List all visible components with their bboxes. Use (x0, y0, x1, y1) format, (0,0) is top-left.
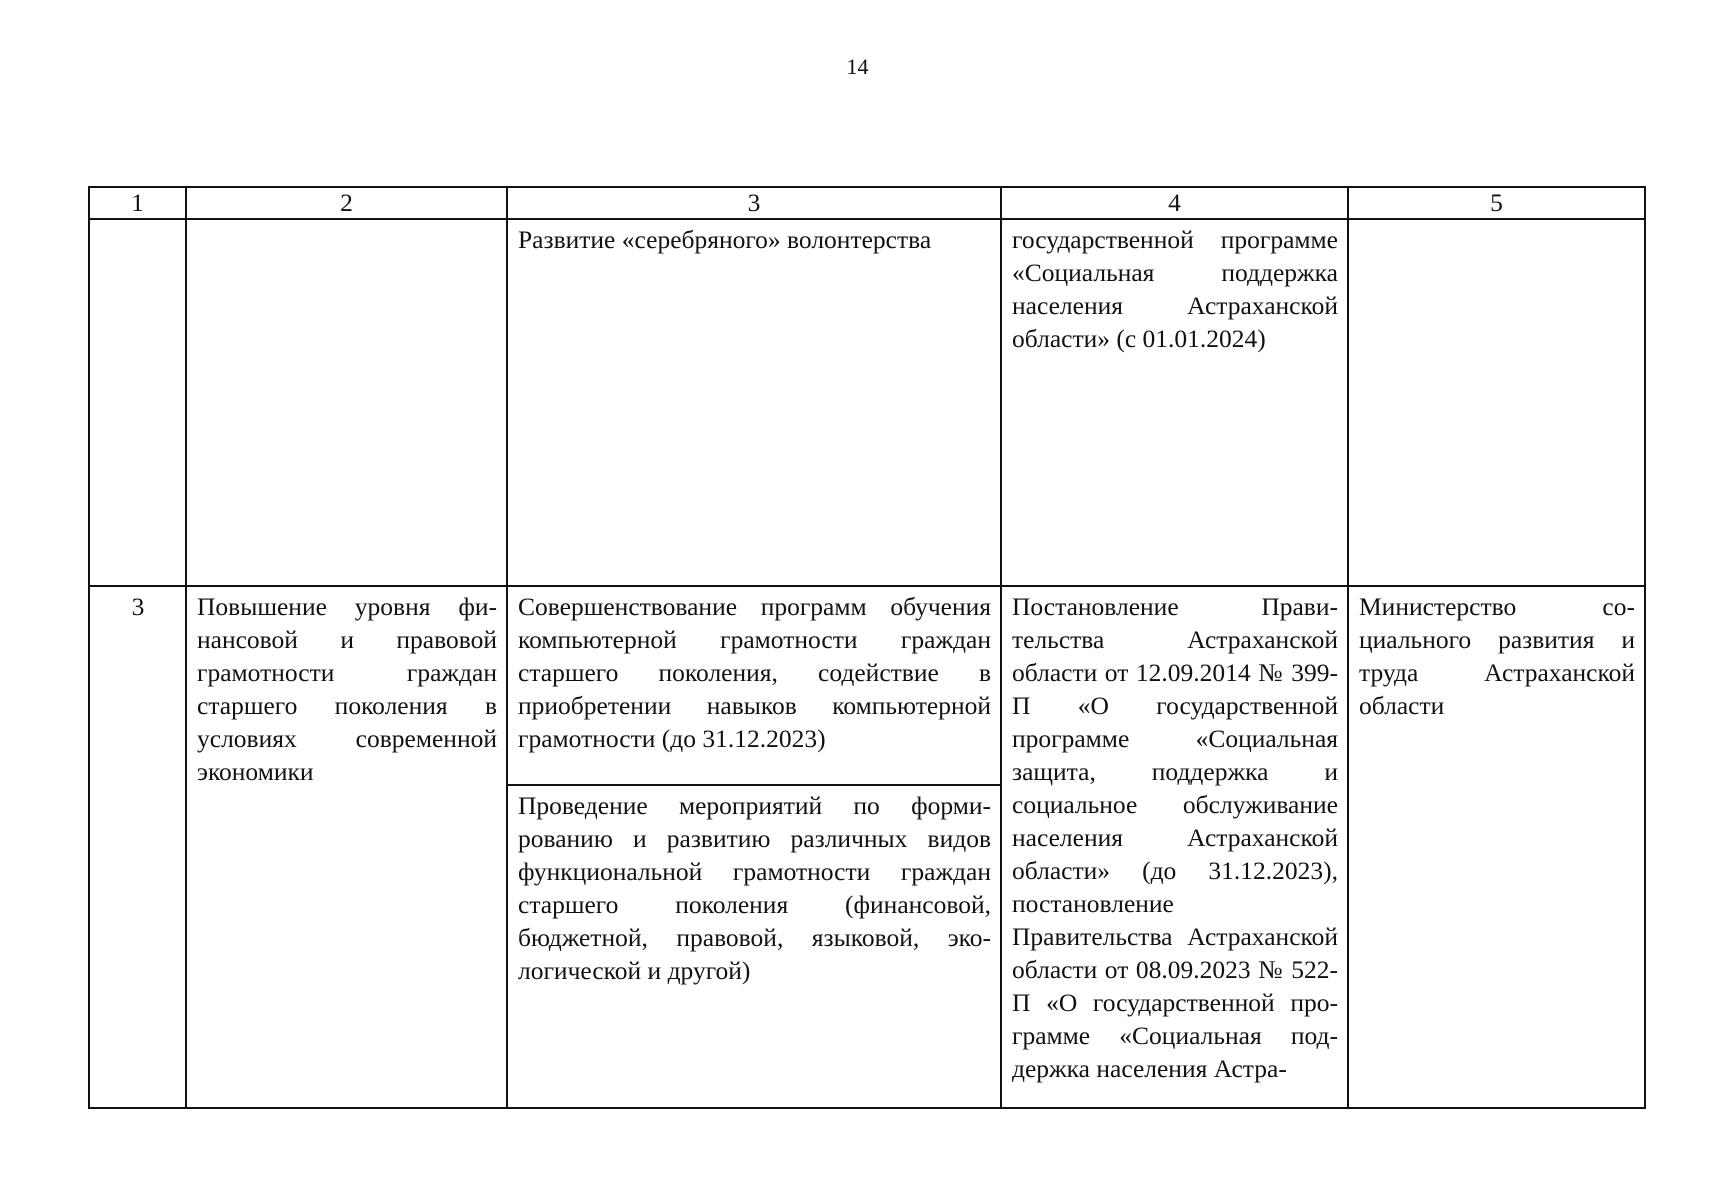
measure-cell: Проведение мероприятий по формированию и развитию различных видов функциональной грамотности граждан старшего поколения (финансовой, бюджетной, правовой, языковой, экологической и другой) (507, 785, 1001, 1108)
table-header-row (89, 187, 1645, 219)
page-number: 14 (846, 54, 869, 79)
row-number-cell (89, 219, 186, 586)
task-cell (186, 219, 507, 586)
measure-cell: Развитие «серебряного» волонтерства (507, 219, 1001, 586)
column-header-3: 3 (507, 187, 1001, 219)
measure-cell: Совершенствование программ обучения компьютерной грамотности граждан старшего поколения, содействие в приобретении навыков компьютерной грамотности (до 31.12.2023) (507, 586, 1001, 785)
column-header-5: 5 (1348, 187, 1645, 219)
responsible-cell (1348, 219, 1645, 586)
responsible-cell: Министерство социального развития и труда Астраханской области (1348, 586, 1645, 1108)
task-cell: Повышение уровня финансовой и правовой грамотности граждан старшего поколения в условиях современной экономики (186, 586, 507, 1108)
column-header-2: 2 (186, 187, 507, 219)
column-header-4: 4 (1001, 187, 1348, 219)
row-number-cell: 3 (89, 586, 186, 1108)
measures-table (88, 186, 1646, 1109)
table-row (89, 586, 1645, 785)
legal-basis-cell: Постановление Правительства Астраханской области от 12.09.2014 № 399-П «О государственной программе «Социальная защита, поддержка и социальное обслуживание населения Астраханской области» (до 31.12.2023), постановление Правительства Астраханской области от 08.09.2023 № 522-П «О государственной программе «Социальная поддержка населения Астра- (1001, 586, 1348, 1108)
table-row (89, 219, 1645, 586)
legal-basis-cell: государственной программе «Социальная поддержка населения Астраханской области» (с 01.01.2024) (1001, 219, 1348, 586)
column-header-1: 1 (89, 187, 186, 219)
